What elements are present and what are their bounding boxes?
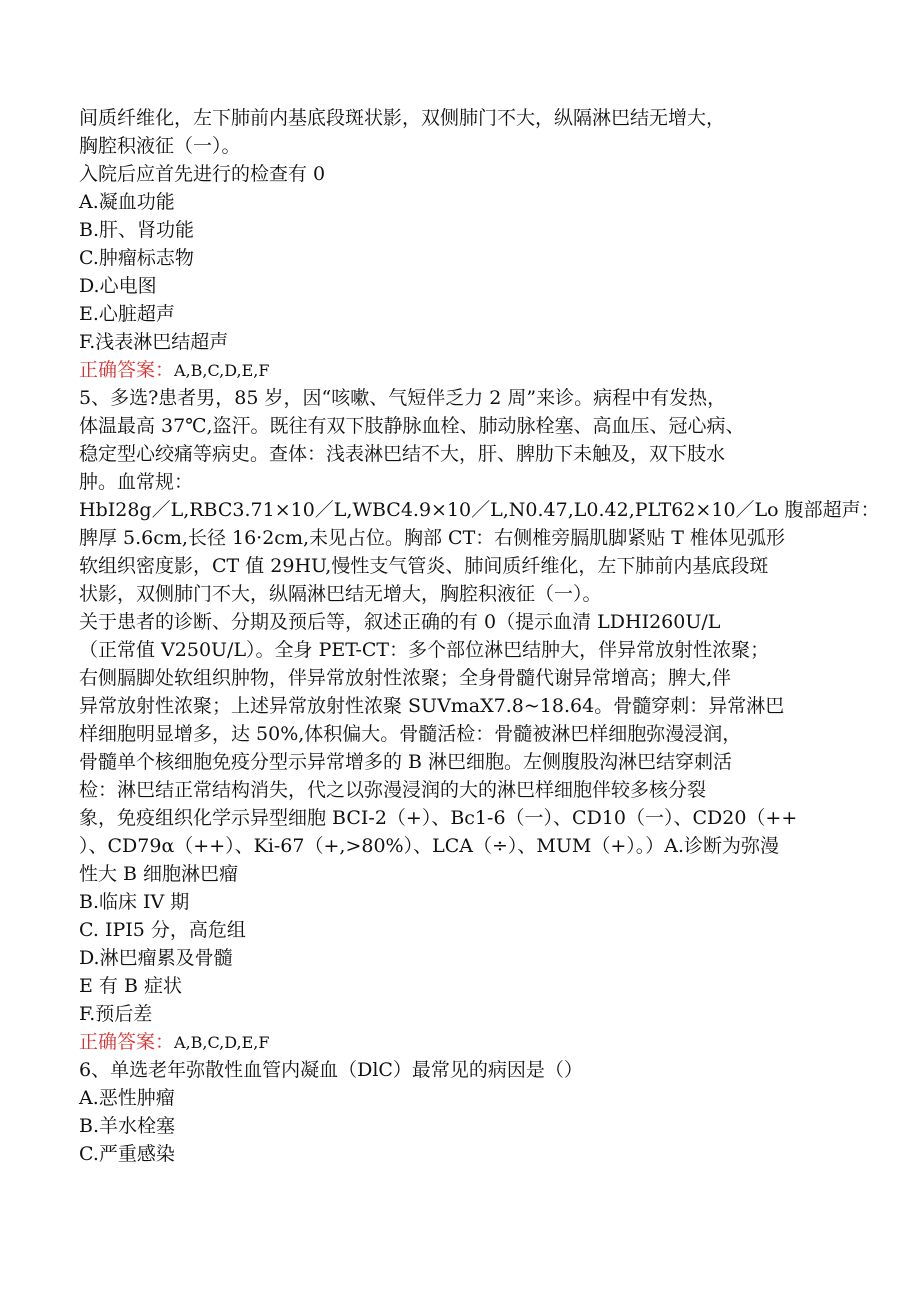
question-5-prompt-3: 右侧膈脚处软组织肿物，伴异常放射性浓聚；全身骨髓代谢异常增高；脾大,伴 (79, 667, 732, 689)
text-line-1: 间质纤维化，左下肺前内基底段斑状影，双侧肺门不大，纵隔淋巴结无增大， (79, 107, 726, 129)
question-5-line-3: 稳定型心绞痛等病史。查体：浅表淋巴结不大，肝、脾肋下未触及，双下肢水 (79, 443, 726, 465)
option-f: F.浅表淋巴结超声 (79, 331, 229, 353)
question-5-option-e: E 有 B 症状 (79, 975, 182, 997)
question-5-option-d: D.淋巴瘤累及骨髓 (79, 947, 233, 969)
question-5-prompt-7: 检：淋巴结正常结构消失，代之以弥漫浸润的大的淋巴样细胞伴较多核分裂 (79, 779, 707, 801)
option-c: C.肿瘤标志物 (79, 247, 194, 269)
text-line-2: 胸腔积液征（一）。 (79, 135, 241, 157)
question-prompt: 入院后应首先进行的检查有 0 (79, 163, 326, 185)
question-6-option-c: C.严重感染 (79, 1143, 175, 1165)
question-5-option-b: B.临床 IV 期 (79, 891, 190, 913)
question-5-line-7: 软组织密度影，CT 值 29HU,慢性支气管炎、肺间质纤维化，左下肺前内基底段斑 (79, 555, 769, 577)
question-5-line-4: 肿。血常规： (79, 471, 194, 493)
option-b: B.肝、肾功能 (79, 219, 195, 241)
option-a: A.凝血功能 (79, 191, 175, 213)
answer-value: A,B,C,D,E,F (174, 1033, 270, 1052)
correct-answer-1 (79, 356, 849, 384)
answer-value: A,B,C,D,E,F (174, 361, 270, 380)
option-e: E.心脏超声 (79, 303, 175, 325)
question-5-line-2: 体温最高 37℃,盗汗。既往有双下肢静脉血栓、肺动脉栓塞、高血压、冠心病、 (79, 415, 745, 437)
question-5-line-6: 脾厚 5.6cm,长径 16·2cm,未见占位。胸部 CT：右侧椎旁膈肌脚紧贴 T 椎体见弧形 (79, 527, 785, 549)
answer-label: 正确答案： (79, 1031, 175, 1053)
question-5-option-c: C. IPI5 分，高危组 (79, 919, 246, 941)
question-5-line-1: 5、多选?患者男，85 岁，因“咳嗽、气短伴乏力 2 周”来诊。病程中有发热， (79, 387, 727, 409)
question-6-prompt: 6、单选老年弥散性血管内凝血（DlC）最常见的病因是（） (79, 1059, 583, 1081)
question-5-line-8: 状影，双侧肺门不大，纵隔淋巴结无增大，胸腔积液征（一）。 (79, 583, 602, 605)
question-5-prompt-4: 异常放射性浓聚；上述异常放射性浓聚 SUVmaX7.8~18.64。骨髓穿刺：异常淋巴 (79, 695, 785, 717)
question-5-line-5: HbI28g／L,RBC3.71×10／L,WBC4.9×10／L,N0.47,L0.42,PLT62×10／Lo 腹部超声： (79, 499, 880, 521)
question-5-prompt-2: （正常值 V250U/L）。全身 PET-CT：多个部位淋巴结肿大，伴异常放射性浓聚； (79, 639, 770, 661)
question-6-option-a: A.恶性肿瘤 (79, 1087, 175, 1109)
option-d: D.心电图 (79, 275, 157, 297)
question-5-prompt-6: 骨髓单个核细胞免疫分型示异常增多的 B 淋巴细胞。左侧腹股沟淋巴结穿刺活 (79, 751, 733, 773)
question-5-prompt-8: 象，免疫组织化学示异型细胞 BCI-2（+）、Bc1-6（一）、CD10（一）、CD20（++ (79, 807, 798, 829)
document-page (79, 104, 880, 1168)
answer-label: 正确答案： (79, 359, 175, 381)
question-6-option-b: B.羊水栓塞 (79, 1115, 176, 1137)
question-5-prompt-9: ）、CD79α（++）、Ki-67（+,>80%）、LCA（÷）、MUM（+）。）A.诊断为弥漫 (79, 835, 779, 857)
question-5-option-f: F.预后差 (79, 1003, 153, 1025)
question-5-prompt-1: 关于患者的诊断、分期及预后等，叙述正确的有 0（提示血清 LDHI260U/L (79, 611, 721, 633)
question-5-option-a: 性大 B 细胞淋巴瘤 (79, 863, 239, 885)
correct-answer-2 (79, 1028, 849, 1056)
question-5-prompt-5: 样细胞明显增多，达 50%,体积偏大。骨髓活检：骨髓被淋巴样细胞弥漫浸润， (79, 723, 742, 745)
